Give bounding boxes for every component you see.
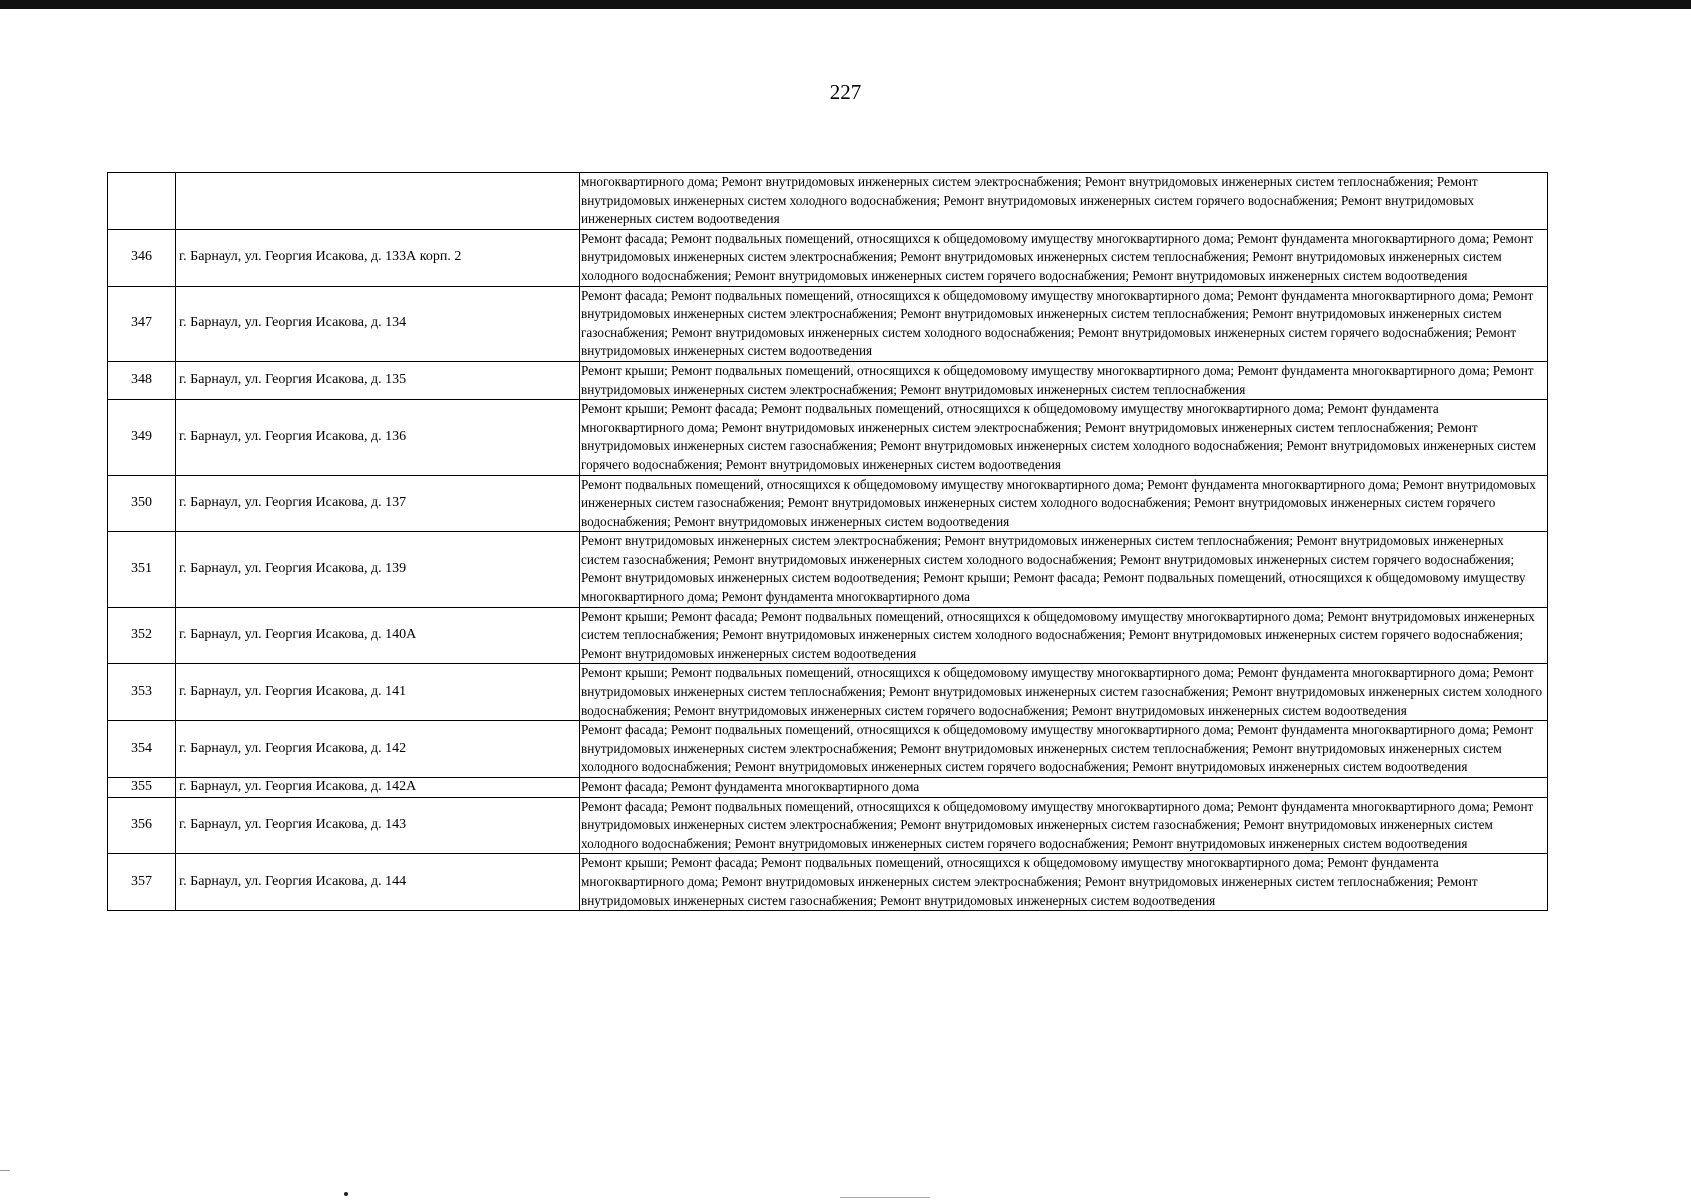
works-cell: Ремонт фасада; Ремонт подвальных помещений, относящихся к общедомовому имуществу многоквартирного дома; Ремонт фундамента многоквартирного дома; Ремонт внутридомовых инженерных систем электроснабжения; Ремонт внутридомовых инженерных систем газоснабжения; Ремонт внутридомовых инженерных систем холодного водоснабжения; Ремонт внутридомовых инженерных систем горячего водоснабжения; Ремонт внутридомовых инженерных систем водоотведения (580, 797, 1548, 854)
scan-artifact-mark (0, 1170, 10, 1171)
works-cell: Ремонт фасада; Ремонт фундамента многоквартирного дома (580, 778, 1548, 798)
table-row (108, 607, 1548, 664)
scan-artifact-dot (344, 1192, 348, 1196)
table-row (108, 532, 1548, 607)
address-cell: г. Барнаул, ул. Георгия Исакова, д. 137 (176, 475, 580, 532)
works-cell: Ремонт крыши; Ремонт фасада; Ремонт подвальных помещений, относящихся к общедомовому имуществу многоквартирного дома; Ремонт внутридомовых инженерных систем теплоснабжения; Ремонт внутридомовых инженерных систем холодного водоснабжения; Ремонт внутридомовых инженерных систем горячего водоснабжения; Ремонт внутридомовых инженерных систем водоотведения (580, 607, 1548, 664)
address-cell: г. Барнаул, ул. Георгия Исакова, д. 136 (176, 400, 580, 475)
page-number: 227 (829, 80, 862, 104)
address-cell: г. Барнаул, ул. Георгия Исакова, д. 135 (176, 361, 580, 399)
table-row (108, 778, 1548, 798)
address-cell: г. Барнаул, ул. Георгия Исакова, д. 134 (176, 286, 580, 361)
works-cell: Ремонт крыши; Ремонт подвальных помещений, относящихся к общедомовому имуществу многоквартирного дома; Ремонт фундамента многоквартирного дома; Ремонт внутридомовых инженерных систем электроснабжения; Ремонт внутридомовых инженерных систем теплоснабжения (580, 361, 1548, 399)
works-cell: Ремонт крыши; Ремонт фасада; Ремонт подвальных помещений, относящихся к общедомовому имуществу многоквартирного дома; Ремонт фундамента многоквартирного дома; Ремонт внутридомовых инженерных систем электроснабжения; Ремонт внутридомовых инженерных систем теплоснабжения; Ремонт внутридомовых инженерных систем газоснабжения; Ремонт внутридомовых инженерных систем холодного водоснабжения; Ремонт внутридомовых инженерных систем горячего водоснабжения; Ремонт внутридомовых инженерных систем водоотведения (580, 400, 1548, 475)
address-cell: г. Барнаул, ул. Георгия Исакова, д. 143 (176, 797, 580, 854)
address-cell: г. Барнаул, ул. Георгия Исакова, д. 139 (176, 532, 580, 607)
table-row (108, 475, 1548, 532)
address-cell: г. Барнаул, ул. Георгия Исакова, д. 142А (176, 778, 580, 798)
works-cell: Ремонт внутридомовых инженерных систем электроснабжения; Ремонт внутридомовых инженерных систем теплоснабжения; Ремонт внутридомовых инженерных систем газоснабжения; Ремонт внутридомовых инженерных систем холодного водоснабжения; Ремонт внутридомовых инженерных систем горячего водоснабжения; Ремонт внутридомовых инженерных систем водоотведения; Ремонт крыши; Ремонт фасада; Ремонт подвальных помещений, относящихся к общедомовому имуществу многоквартирного дома; Ремонт фундамента многоквартирного дома (580, 532, 1548, 607)
scan-top-edge (0, 0, 1691, 9)
works-cell: Ремонт фасада; Ремонт подвальных помещений, относящихся к общедомовому имуществу многоквартирного дома; Ремонт фундамента многоквартирного дома; Ремонт внутридомовых инженерных систем электроснабжения; Ремонт внутридомовых инженерных систем теплоснабжения; Ремонт внутридомовых инженерных систем холодного водоснабжения; Ремонт внутридомовых инженерных систем горячего водоснабжения; Ремонт внутридомовых инженерных систем водоотведения (580, 229, 1548, 286)
table-row (108, 721, 1548, 778)
works-cell: Ремонт фасада; Ремонт подвальных помещений, относящихся к общедомовому имуществу многоквартирного дома; Ремонт фундамента многоквартирного дома; Ремонт внутридомовых инженерных систем электроснабжения; Ремонт внутридомовых инженерных систем теплоснабжения; Ремонт внутридомовых инженерных систем газоснабжения; Ремонт внутридомовых инженерных систем холодного водоснабжения; Ремонт внутридомовых инженерных систем горячего водоснабжения; Ремонт внутридомовых инженерных систем водоотведения (580, 286, 1548, 361)
scan-artifact-line (840, 1197, 930, 1198)
row-number-cell: 354 (108, 721, 176, 778)
row-number-cell: 353 (108, 664, 176, 721)
row-number-cell (108, 173, 176, 230)
address-cell: г. Барнаул, ул. Георгия Исакова, д. 140А (176, 607, 580, 664)
table-row (108, 664, 1548, 721)
row-number-cell: 347 (108, 286, 176, 361)
table-row (108, 286, 1548, 361)
row-number-cell: 355 (108, 778, 176, 798)
table-row (108, 173, 1548, 230)
works-cell: Ремонт крыши; Ремонт фасада; Ремонт подвальных помещений, относящихся к общедомовому имуществу многоквартирного дома; Ремонт фундамента многоквартирного дома; Ремонт внутридомовых инженерных систем электроснабжения; Ремонт внутридомовых инженерных систем теплоснабжения; Ремонт внутридомовых инженерных систем газоснабжения; Ремонт внутридомовых инженерных систем водоотведения (580, 854, 1548, 911)
address-cell: г. Барнаул, ул. Георгия Исакова, д. 141 (176, 664, 580, 721)
row-number-cell: 357 (108, 854, 176, 911)
table-row (108, 361, 1548, 399)
row-number-cell: 351 (108, 532, 176, 607)
table-row (108, 854, 1548, 911)
works-cell: многоквартирного дома; Ремонт внутридомовых инженерных систем электроснабжения; Ремонт внутридомовых инженерных систем теплоснабжения; Ремонт внутридомовых инженерных систем холодного водоснабжения; Ремонт внутридомовых инженерных систем горячего водоснабжения; Ремонт внутридомовых инженерных систем водоотведения (580, 173, 1548, 230)
address-cell (176, 173, 580, 230)
houses-repair-table (107, 172, 1548, 911)
table-row (108, 400, 1548, 475)
address-cell: г. Барнаул, ул. Георгия Исакова, д. 133А корп. 2 (176, 229, 580, 286)
row-number-cell: 350 (108, 475, 176, 532)
row-number-cell: 348 (108, 361, 176, 399)
table-row (108, 797, 1548, 854)
row-number-cell: 349 (108, 400, 176, 475)
row-number-cell: 352 (108, 607, 176, 664)
address-cell: г. Барнаул, ул. Георгия Исакова, д. 144 (176, 854, 580, 911)
works-cell: Ремонт фасада; Ремонт подвальных помещений, относящихся к общедомовому имуществу многоквартирного дома; Ремонт фундамента многоквартирного дома; Ремонт внутридомовых инженерных систем электроснабжения; Ремонт внутридомовых инженерных систем теплоснабжения; Ремонт внутридомовых инженерных систем холодного водоснабжения; Ремонт внутридомовых инженерных систем горячего водоснабжения; Ремонт внутридомовых инженерных систем водоотведения (580, 721, 1548, 778)
row-number-cell: 346 (108, 229, 176, 286)
row-number-cell: 356 (108, 797, 176, 854)
address-cell: г. Барнаул, ул. Георгия Исакова, д. 142 (176, 721, 580, 778)
works-cell: Ремонт крыши; Ремонт подвальных помещений, относящихся к общедомовому имуществу многоквартирного дома; Ремонт фундамента многоквартирного дома; Ремонт внутридомовых инженерных систем теплоснабжения; Ремонт внутридомовых инженерных систем газоснабжения; Ремонт внутридомовых инженерных систем холодного водоснабжения; Ремонт внутридомовых инженерных систем горячего водоснабжения; Ремонт внутридомовых инженерных систем водоотведения (580, 664, 1548, 721)
table-row (108, 229, 1548, 286)
works-cell: Ремонт подвальных помещений, относящихся к общедомовому имуществу многоквартирного дома; Ремонт фундамента многоквартирного дома; Ремонт внутридомовых инженерных систем газоснабжения; Ремонт внутридомовых инженерных систем холодного водоснабжения; Ремонт внутридомовых инженерных систем горячего водоснабжения; Ремонт внутридомовых инженерных систем водоотведения (580, 475, 1548, 532)
